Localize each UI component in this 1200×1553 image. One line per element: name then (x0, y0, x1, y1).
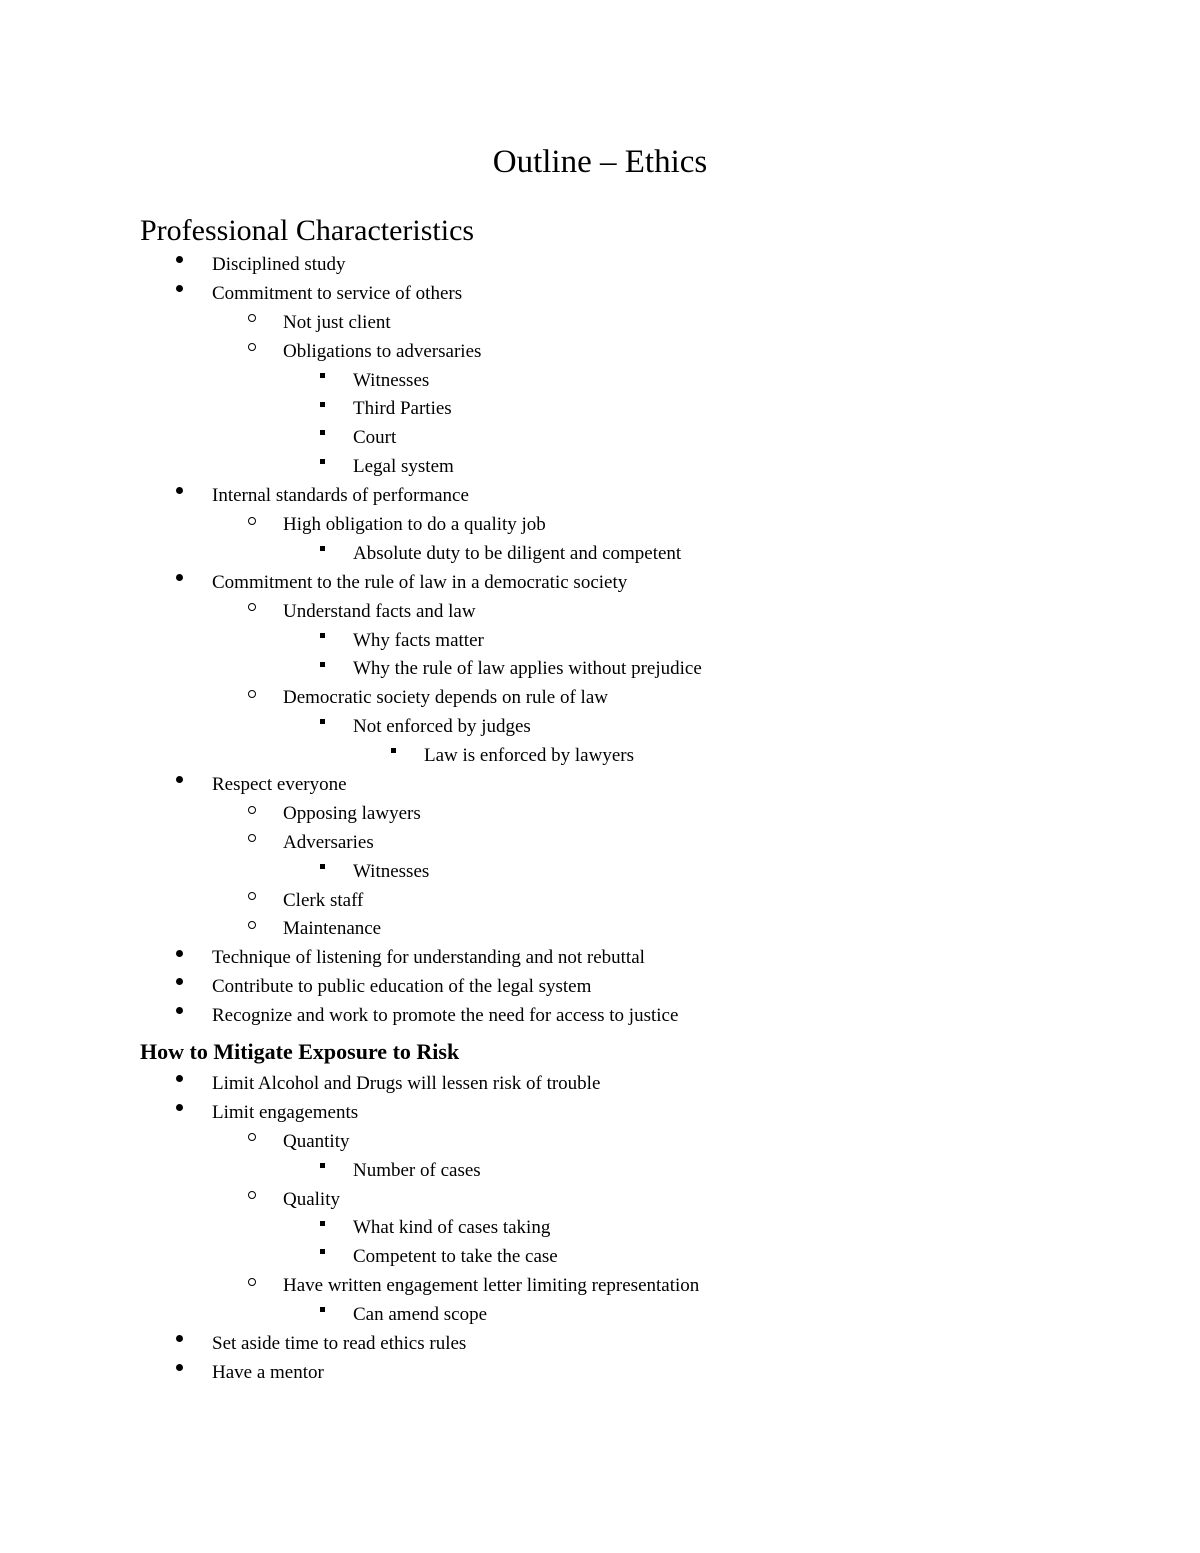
bullet-square-icon (320, 633, 325, 638)
list-item (0, 338, 1200, 367)
bullet-dot-icon (176, 285, 183, 292)
list-item-text: Number of cases (353, 1159, 481, 1181)
bullet-marker (172, 251, 186, 280)
list-item (0, 858, 1200, 887)
list-item (0, 540, 1200, 569)
bullet-dot-icon (176, 487, 183, 494)
list-item (0, 627, 1200, 656)
list-item (0, 800, 1200, 829)
section-heading-professional-characteristics: Professional Characteristics (140, 214, 475, 247)
bullet-marker (315, 713, 329, 742)
bullet-square-icon (320, 719, 325, 724)
bullet-marker (245, 915, 259, 944)
bullet-marker (315, 395, 329, 424)
list-item (0, 395, 1200, 424)
list-item-text: Absolute duty to be diligent and competent (353, 542, 682, 564)
list-item-text: Democratic society depends on rule of law (283, 687, 608, 709)
bullet-marker (245, 1186, 259, 1215)
bullet-marker (172, 1359, 186, 1388)
list-item-text: Recognize and work to promote the need for access to justice (212, 1005, 679, 1027)
bullet-square-icon (320, 402, 325, 407)
bullet-circle-icon (248, 834, 256, 842)
list-item (0, 511, 1200, 540)
list-item (0, 829, 1200, 858)
list-item (0, 1214, 1200, 1243)
list-item-text: Internal standards of performance (212, 485, 469, 507)
bullet-square-icon (320, 1307, 325, 1312)
bullet-square-icon (320, 373, 325, 378)
bullet-marker (315, 367, 329, 396)
list-item-text: Have a mentor (212, 1361, 324, 1383)
bullet-marker (315, 1157, 329, 1186)
list-item-text: Commitment to the rule of law in a democratic society (212, 571, 628, 593)
list-item (0, 742, 1200, 771)
bullet-square-icon (320, 864, 325, 869)
list-item (0, 684, 1200, 713)
bullet-marker (245, 309, 259, 338)
list-item (0, 453, 1200, 482)
bullet-marker (245, 338, 259, 367)
list-item (0, 1330, 1200, 1359)
bullet-marker (315, 540, 329, 569)
bullet-marker (172, 771, 186, 800)
bullet-marker (315, 1243, 329, 1272)
list-item-text: Set aside time to read ethics rules (212, 1333, 467, 1355)
list-item-text: Have written engagement letter limiting representation (283, 1275, 700, 1297)
list-item-text: Quality (283, 1188, 340, 1210)
list-item-text: Third Parties (353, 398, 452, 420)
list-item (0, 771, 1200, 800)
list-item (0, 1301, 1200, 1330)
list-item (0, 1359, 1200, 1388)
list-item (0, 1099, 1200, 1128)
list-item (0, 915, 1200, 944)
bullet-square-icon (320, 430, 325, 435)
list-item (0, 367, 1200, 396)
bullet-marker (315, 858, 329, 887)
bullet-square-icon (320, 1249, 325, 1254)
outline-list-mitigate-risk (0, 1070, 1200, 1388)
bullet-circle-icon (248, 603, 256, 611)
list-item (0, 973, 1200, 1002)
list-item (0, 1186, 1200, 1215)
list-item (0, 713, 1200, 742)
list-item-text: Technique of listening for understanding and not rebuttal (212, 947, 645, 969)
list-item-text: Respect everyone (212, 774, 347, 796)
outline-list-professional-characteristics (0, 251, 1200, 1031)
list-item-text: Witnesses (353, 369, 430, 391)
list-item-text: Why facts matter (353, 629, 484, 651)
bullet-square-icon (391, 748, 396, 753)
list-item-text: Commitment to service of others (212, 282, 463, 304)
list-item-text: Not just client (283, 311, 391, 333)
list-item (0, 1070, 1200, 1099)
list-item-text: Witnesses (353, 860, 430, 882)
bullet-circle-icon (248, 806, 256, 814)
bullet-dot-icon (176, 1364, 183, 1371)
bullet-marker (245, 829, 259, 858)
section-heading-mitigate-risk: How to Mitigate Exposure to Risk (140, 1039, 460, 1064)
list-item (0, 655, 1200, 684)
list-item-text: Understand facts and law (283, 600, 476, 622)
list-item (0, 887, 1200, 916)
bullet-circle-icon (248, 690, 256, 698)
list-item-text: What kind of cases taking (353, 1217, 551, 1239)
list-item-text: Opposing lawyers (283, 802, 421, 824)
bullet-marker (245, 684, 259, 713)
document-title: Outline – Ethics (492, 144, 708, 180)
list-item-text: Clerk staff (283, 889, 364, 911)
bullet-circle-icon (248, 343, 256, 351)
bullet-dot-icon (176, 950, 183, 957)
bullet-marker (315, 1301, 329, 1330)
list-item-text: Limit engagements (212, 1101, 359, 1123)
list-item (0, 1128, 1200, 1157)
bullet-square-icon (320, 546, 325, 551)
bullet-dot-icon (176, 1104, 183, 1111)
list-item-text: Why the rule of law applies without prejudice (353, 658, 702, 680)
list-item-text: Adversaries (283, 831, 374, 853)
bullet-marker (172, 569, 186, 598)
list-item (0, 598, 1200, 627)
list-item-text: Law is enforced by lawyers (424, 745, 634, 767)
bullet-circle-icon (248, 892, 256, 900)
list-item-text: Obligations to adversaries (283, 340, 482, 362)
bullet-marker (172, 944, 186, 973)
bullet-marker (245, 598, 259, 627)
bullet-dot-icon (176, 1075, 183, 1082)
bullet-marker (172, 973, 186, 1002)
bullet-marker (172, 1070, 186, 1099)
bullet-marker (315, 453, 329, 482)
bullet-square-icon (320, 662, 325, 667)
bullet-square-icon (320, 1163, 325, 1168)
bullet-circle-icon (248, 314, 256, 322)
bullet-marker (245, 511, 259, 540)
list-item-text: Limit Alcohol and Drugs will lessen risk of trouble (212, 1073, 601, 1094)
bullet-marker (245, 1272, 259, 1301)
bullet-marker (245, 887, 259, 916)
list-item-text: Quantity (283, 1130, 350, 1152)
list-item (0, 424, 1200, 453)
bullet-marker (172, 1099, 186, 1128)
list-item (0, 1272, 1200, 1301)
list-item-text: Legal system (353, 456, 454, 478)
list-item (0, 944, 1200, 973)
bullet-dot-icon (176, 1007, 183, 1014)
bullet-marker (315, 655, 329, 684)
list-item-text: Maintenance (283, 918, 382, 940)
bullet-marker (315, 627, 329, 656)
list-item-text: Contribute to public education of the legal system (212, 976, 592, 998)
bullet-square-icon (320, 459, 325, 464)
list-item (0, 1243, 1200, 1272)
bullet-square-icon (320, 1221, 325, 1226)
bullet-circle-icon (248, 921, 256, 929)
list-item (0, 569, 1200, 598)
bullet-marker (245, 800, 259, 829)
bullet-circle-icon (248, 517, 256, 525)
bullet-dot-icon (176, 978, 183, 985)
list-item-text: High obligation to do a quality job (283, 514, 546, 536)
list-item-text: Competent to take the case (353, 1246, 558, 1268)
bullet-dot-icon (176, 1335, 183, 1342)
bullet-dot-icon (176, 776, 183, 783)
bullet-marker (172, 1002, 186, 1031)
bullet-dot-icon (176, 574, 183, 581)
list-item (0, 1002, 1200, 1031)
list-item (0, 309, 1200, 338)
bullet-circle-icon (248, 1278, 256, 1286)
bullet-marker (172, 1330, 186, 1359)
bullet-marker (315, 424, 329, 453)
list-item-text: Not enforced by judges (353, 716, 531, 738)
list-item (0, 280, 1200, 309)
bullet-circle-icon (248, 1191, 256, 1199)
bullet-circle-icon (248, 1133, 256, 1141)
list-item-text: Can amend scope (353, 1304, 488, 1326)
bullet-marker (315, 1214, 329, 1243)
list-item-text: Disciplined study (212, 254, 346, 275)
list-item-text: Court (353, 427, 397, 449)
bullet-dot-icon (176, 256, 183, 263)
bullet-marker (172, 482, 186, 511)
bullet-marker (172, 280, 186, 309)
list-item (0, 482, 1200, 511)
bullet-marker (245, 1128, 259, 1157)
bullet-marker (386, 742, 400, 771)
list-item (0, 251, 1200, 280)
list-item (0, 1157, 1200, 1186)
